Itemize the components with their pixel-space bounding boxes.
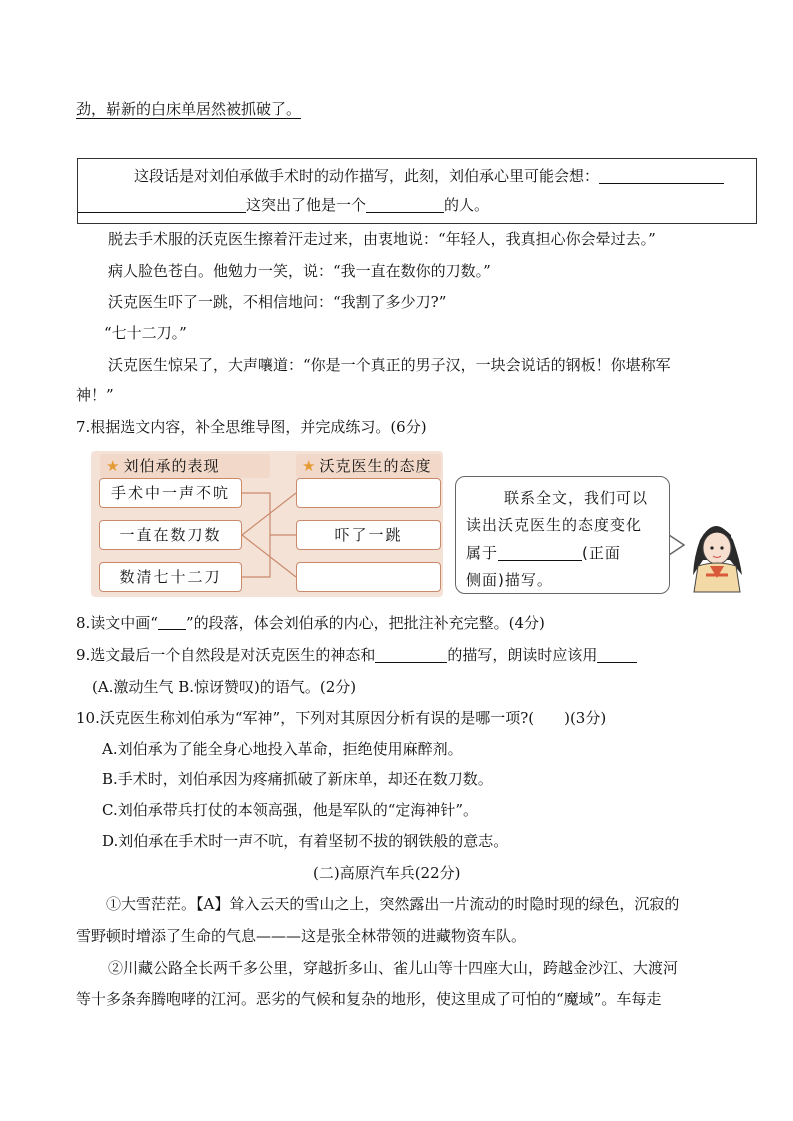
answer-blank-q9-2[interactable]	[597, 646, 637, 663]
star-icon: ★	[106, 457, 121, 475]
mindmap-left-item-1: 手术中一声不吭	[99, 478, 242, 508]
annotation-line-2: 这突出了他是一个 的人。	[78, 194, 489, 215]
question-9: 9.选文最后一个自然段是对沃克医生的神态和 的描写，朗读时应该用	[76, 644, 637, 665]
q10-option-a: A.刘伯承为了能全身心地投入革命，拒绝使用麻醉剂。	[102, 740, 463, 758]
underline-mark	[158, 613, 186, 630]
mindmap-right-item-3-blank[interactable]	[296, 562, 441, 592]
paragraph-2: 病人脸色苍白。他勉力一笑，说：“我一直在数你的刀数。”	[108, 262, 491, 280]
q10-option-b: B.手术时，刘伯承因为疼痛抓破了新床单，却还在数刀数。	[102, 770, 493, 788]
question-8: 8.读文中画“ ”的段落，体会刘伯承的内心，把批注补充完整。(4分)	[76, 614, 545, 632]
paragraph-5: 沃克医生惊呆了，大声嚷道：“你是一个真正的男子汉，一块会说话的钢板！你堪称军	[108, 356, 671, 374]
speech-bubble: 联系全文，我们可以 读出沃克医生的态度变化 属于 (正面 侧面)描写。	[455, 476, 670, 594]
answer-blank-q9-1[interactable]	[375, 646, 447, 663]
paragraph-1: 脱去手术服的沃克医生擦着汗走过来，由衷地说：“年轻人，我真担心你会晕过去。”	[108, 230, 656, 248]
mindmap-right-title: ★ 沃克医生的态度	[296, 454, 441, 478]
connector-4	[242, 535, 270, 577]
mindmap-left-title: ★ 刘伯承的表现	[100, 454, 270, 478]
mindmap-left-item-2: 一直在数刀数	[99, 520, 242, 550]
question-10: 10.沃克医生称刘伯承为“军神”，下列对其原因分析有误的是哪一项?( )(3分)	[76, 709, 607, 727]
q10-option-d: D.刘伯承在手术时一声不吭，有着坚韧不拔的钢铁般的意志。	[102, 832, 509, 850]
mindmap-right-item-2: 吓了一跳	[296, 520, 441, 550]
star-icon: ★	[302, 457, 317, 475]
mindmap-left-item-3: 数清七十二刀	[99, 562, 242, 592]
s2-paragraph-2-cont: 等十多条奔腾咆哮的江河。恶劣的气候和复杂的地形，使这里成了可怕的“魔域”。车每走	[76, 990, 662, 1008]
paragraph-3: 沃克医生吓了一跳，不相信地问：“我割了多少刀?”	[108, 293, 447, 311]
question-7: 7.根据选文内容，补全思维导图，并完成练习。(6分)	[76, 418, 427, 436]
underlined-passage-end: 劲，崭新的白床单居然被抓破了。	[76, 100, 302, 118]
paragraph-4: “七十二刀。”	[104, 324, 187, 342]
question-9-options: (A.激动生气 B.惊讶赞叹)的语气。(2分)	[92, 678, 357, 696]
section-2-title: (二)高原汽车兵(22分)	[313, 864, 461, 882]
annotation-line-1: 这段话是对刘伯承做手术时的动作描写，此刻，刘伯承心里可能会想：	[134, 165, 724, 186]
q10-option-c: C.刘伯承带兵打仗的本领高强，他是军队的“定海神针”。	[102, 801, 479, 819]
bubble-tail	[669, 535, 684, 555]
connector-2	[242, 493, 296, 535]
paragraph-5-cont: 神！”	[76, 386, 114, 404]
mindmap-right-item-1-blank[interactable]	[296, 478, 441, 508]
answer-blank-description-type[interactable]	[498, 544, 582, 561]
s2-paragraph-1-cont: 雪野顿时增添了生命的气息———这是张全林带领的进藏物资车队。	[76, 927, 527, 945]
connector-3	[242, 535, 296, 577]
s2-paragraph-2: ②川藏公路全长两千多公里，穿越折多山、雀儿山等十四座大山，跨越金沙江、大渡河	[108, 959, 679, 977]
girl-illustration	[693, 526, 742, 592]
s2-paragraph-1: ①大雪茫茫。【A】耸入云天的雪山之上，突然露出一片流动的时隐时现的绿色，沉寂的	[106, 895, 680, 913]
